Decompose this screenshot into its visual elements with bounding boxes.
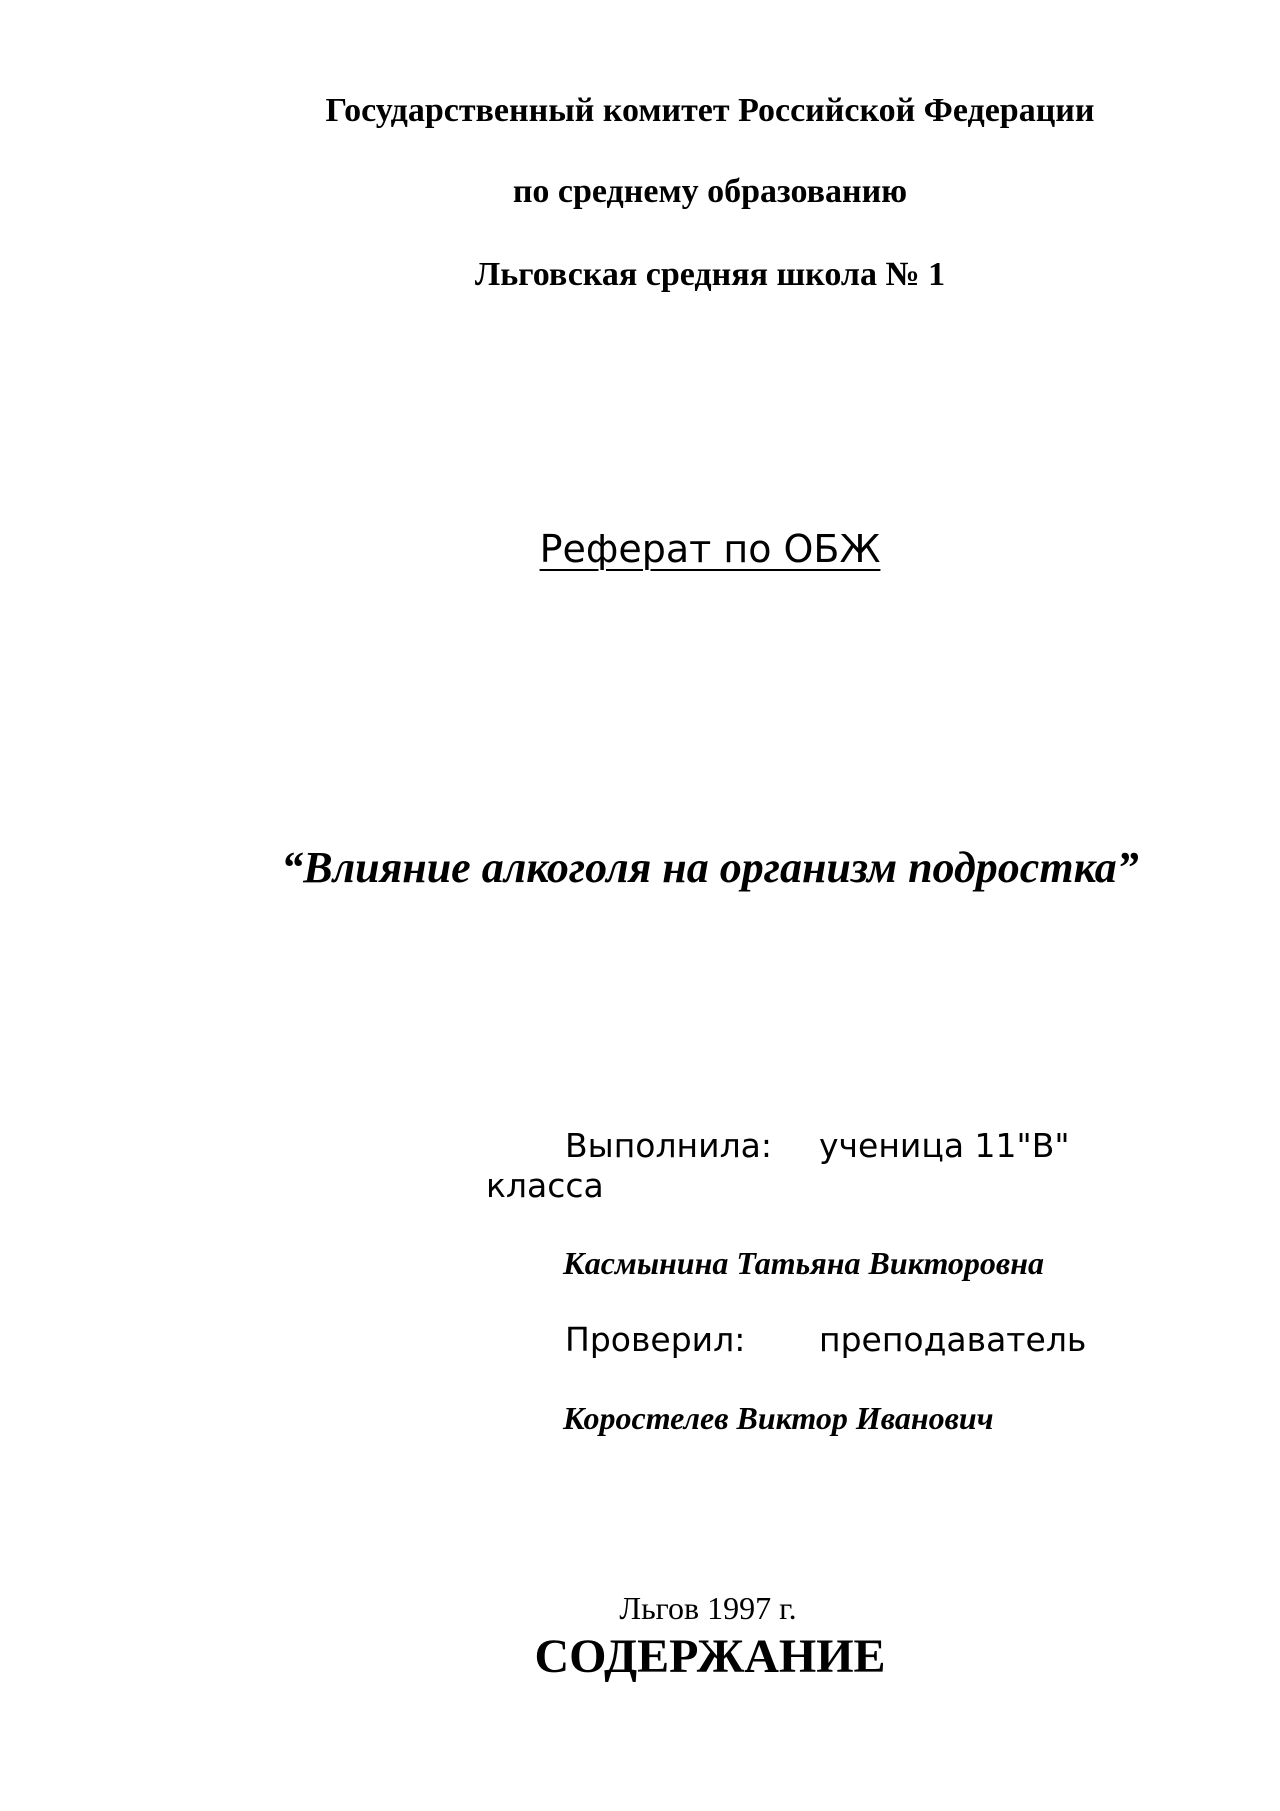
header-education: по среднему образованию <box>512 173 908 210</box>
city-year: Льгов 1997 г. <box>619 1590 797 1626</box>
author-name: Касмынина Татьяна Викторовна <box>563 1245 1044 1281</box>
reviewer-name: Коростелев Виктор Иванович <box>563 1400 994 1436</box>
author-role: ученица 11"В" <box>819 1126 1070 1165</box>
reviewer-label: Проверил: <box>565 1320 746 1359</box>
essay-title: “Влияние алкоголя на организм подростка” <box>281 843 1139 892</box>
contents-heading: СОДЕРЖАНИЕ <box>534 1630 886 1683</box>
header-committee: Государственный комитет Российской Федерации <box>325 92 1095 129</box>
subject-heading <box>0 527 1280 571</box>
reviewer-role: преподаватель <box>819 1320 1087 1359</box>
author-role-continued: класса <box>486 1166 604 1205</box>
author-label: Выполнила: <box>565 1126 773 1165</box>
header-school: Льговская средняя школа № 1 <box>474 256 946 293</box>
subject-heading-text: Реферат по ОБЖ <box>539 527 881 571</box>
